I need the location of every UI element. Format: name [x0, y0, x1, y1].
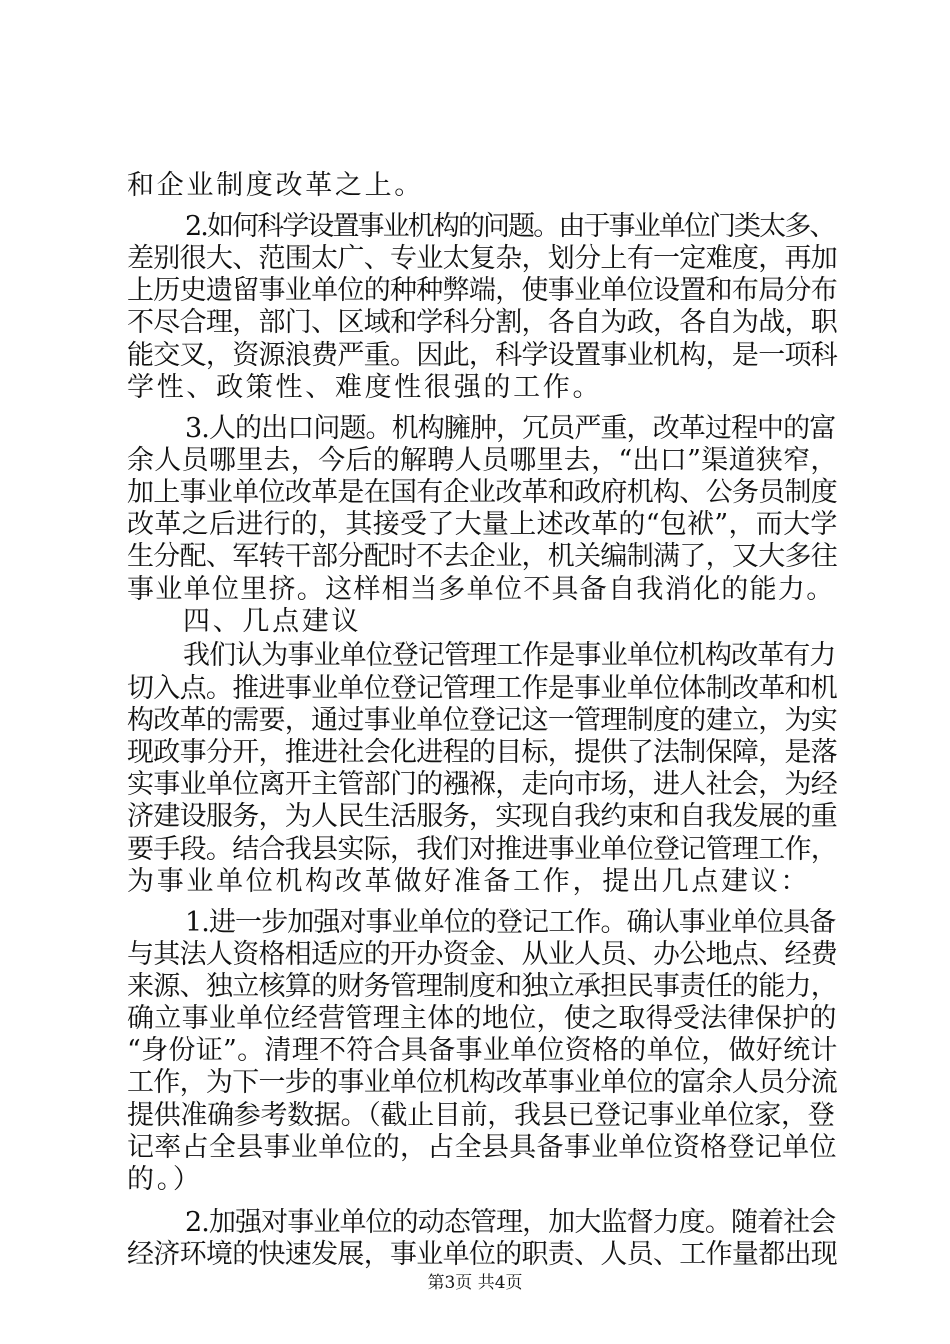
text-line: 为事业单位机构改革做好准备工作，提出几点建议：: [127, 866, 811, 897]
text-line: 与其法人资格相适应的开办资金、从业人员、办公地点、经费: [127, 939, 838, 970]
text-line: 1.进一步加强对事业单位的登记工作。确认事业单位具备: [185, 907, 836, 938]
text-line: 2.如何科学设置事业机构的问题。由于事业单位门类太多、: [185, 211, 835, 242]
text-line: 切入点。推进事业单位登记管理工作是事业单位体制改革和机: [127, 673, 838, 704]
text-line: 的。）: [127, 1164, 203, 1195]
text-line: 我们认为事业单位登记管理工作是事业单位机构改革有力: [183, 640, 836, 671]
text-line: 加上事业单位改革是在国有企业改革和政府机构、公务员制度: [127, 477, 838, 508]
text-line: 和企业制度改革之上。: [127, 170, 424, 201]
text-line: 不尽合理，部门、区域和学科分割，各自为政，各自为战，职: [127, 307, 838, 338]
text-line: 提供准确参考数据。（截止目前，我县已登记事业单位家，登: [127, 1100, 835, 1131]
text-line: 生分配、军转干部分配时不去企业，机关编制满了，又大多往: [127, 541, 838, 572]
text-line: 2.加强对事业单位的动态管理，加大监督力度。随着社会: [185, 1207, 836, 1238]
text-line: 记率占全县事业单位的，占全县具备事业单位资格登记单位: [127, 1132, 837, 1163]
text-line: 事业单位里挤。这样相当多单位不具备自我消化的能力。: [127, 574, 835, 605]
text-line: 上历史遗留事业单位的种种弊端，使事业单位设置和布局分布: [127, 275, 838, 306]
text-line: 济建设服务，为人民生活服务，实现自我约束和自我发展的重: [127, 801, 838, 832]
text-line: 差别很大、范围太广、专业太复杂，划分上有一定难度，再加: [127, 243, 838, 274]
text-line: 要手段。结合我县实际，我们对推进事业单位登记管理工作，: [127, 834, 838, 865]
text-line: 现政事分开，推进社会化进程的目标，提供了法制保障，是落: [127, 737, 838, 768]
text-line: 来源、独立核算的财务管理制度和独立承担民事责任的能力，: [127, 971, 838, 1002]
section-heading: 四、几点建议: [183, 606, 362, 637]
text-line: 实事业单位离开主管部门的襁褓，走向市场，进人社会，为经: [127, 769, 838, 800]
text-line: 3.人的出口问题。机构臃肿，冗员严重，改革过程中的富: [185, 413, 836, 444]
page-footer: 第3页 共4页: [427, 1273, 523, 1293]
text-line: 工作，为下一步的事业单位机构改革事业单位的富余人员分流: [127, 1067, 838, 1098]
text-line: 改革之后进行的，其接受了大量上述改革的“包袱”，而大学: [127, 509, 838, 540]
text-line: 经济环境的快速发展，事业单位的职责、人员、工作量都出现: [127, 1239, 838, 1270]
text-line: “身份证”。清理不符合具备事业单位资格的单位，做好统计: [127, 1035, 838, 1066]
text-line: 构改革的需要，通过事业单位登记这一管理制度的建立，为实: [127, 705, 838, 736]
text-line: 余人员哪里去，今后的解聘人员哪里去，“出口”渠道狭窄，: [127, 445, 838, 476]
text-line: 确立事业单位经营管理主体的地位，使之取得受法律保护的: [127, 1003, 837, 1034]
text-line: 学性、政策性、难度性很强的工作。: [127, 372, 603, 403]
text-line: 能交叉，资源浪费严重。因此，科学设置事业机构，是一项科: [127, 340, 838, 371]
